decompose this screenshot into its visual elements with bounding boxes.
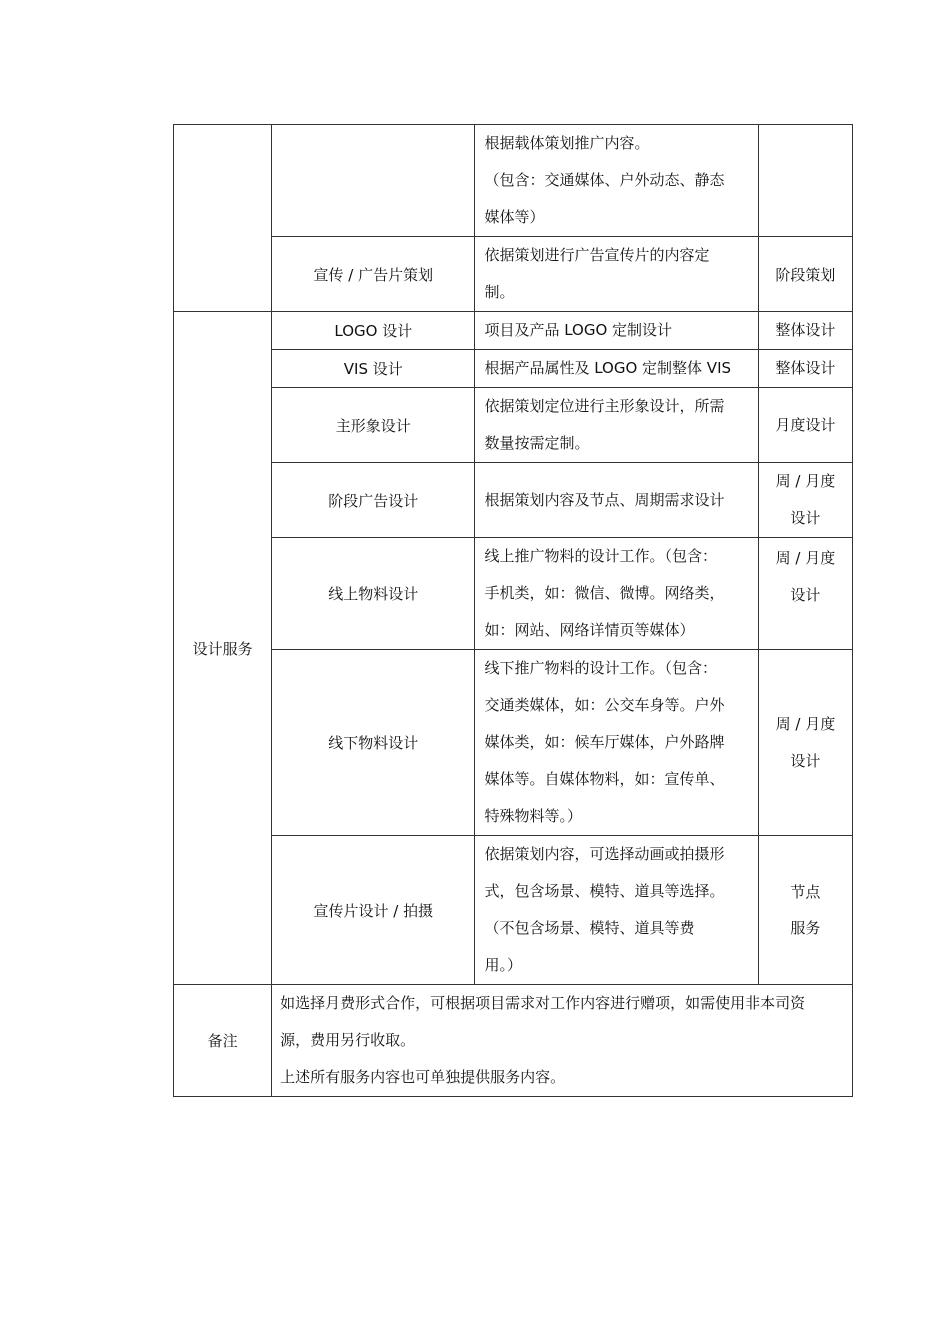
type-cell (758, 538, 852, 650)
description-cell (475, 350, 758, 388)
description-line: 项目及产品 LOGO 定制设计 (484, 321, 673, 339)
item-cell: 线上物料设计 (272, 538, 475, 650)
description-cell (475, 237, 758, 312)
description-cell (475, 388, 758, 463)
item-cell: 阶段广告设计 (272, 463, 475, 538)
description-line: 式，包含场景、模特、道具等选择。 (484, 882, 725, 900)
type-cell (758, 836, 852, 985)
description-line: （包含：交通媒体、户外动态、静态 (484, 171, 725, 189)
description-cell (475, 125, 758, 237)
type-line: 月度设计 (775, 415, 836, 434)
table-row (174, 836, 853, 985)
table-row (174, 985, 853, 1097)
table-row (174, 538, 853, 650)
description-line: 依据策划进行广告宣传片的内容定 (484, 246, 710, 264)
description-cell (475, 312, 758, 350)
description-line: 线上推广物料的设计工作。（包含： (484, 547, 717, 565)
item-cell: VIS 设计 (272, 350, 475, 388)
remarks-cell (272, 985, 853, 1097)
description-line: 数量按需定制。 (484, 434, 590, 452)
description-line: 根据策划内容及节点、周期需求设计 (484, 490, 725, 509)
description-line: 制。 (484, 283, 515, 301)
table-row (174, 388, 853, 463)
description-cell (475, 836, 758, 985)
type-line: 整体设计 (775, 359, 836, 377)
description-line: 媒体等） (484, 208, 545, 226)
description-line: （不包含场景、模特、道具等费 (484, 919, 695, 937)
description-line: 媒体类，如：候车厅媒体，户外路牌 (484, 733, 725, 751)
table-row (174, 237, 853, 312)
remarks-line: 源，费用另行收取。 (280, 1031, 416, 1049)
description-line: 特殊物料等。） (484, 807, 582, 825)
description-line: 依据策划定位进行主形象设计，所需 (484, 397, 725, 415)
description-line: 手机类，如：微信、微博。网络类， (484, 584, 725, 602)
description-cell (475, 650, 758, 836)
category-cell-empty (174, 125, 272, 312)
remarks-line: 上述所有服务内容也可单独提供服务内容。 (280, 1068, 566, 1086)
service-table (173, 124, 853, 1097)
table-row (174, 650, 853, 836)
type-line: 周 / 月度 (775, 549, 836, 567)
remarks-label: 备注 (174, 985, 272, 1097)
description-line: 根据产品属性及 LOGO 定制整体 VIS (484, 359, 732, 377)
table-row (174, 350, 853, 388)
description-line: 根据载体策划推广内容。 (484, 134, 650, 152)
item-cell: 主形象设计 (272, 388, 475, 463)
type-cell (758, 650, 852, 836)
item-cell: 宣传 / 广告片策划 (272, 237, 475, 312)
type-line: 周 / 月度 (775, 714, 836, 733)
item-cell-empty (272, 125, 475, 237)
item-cell: 线下物料设计 (272, 650, 475, 836)
table-row (174, 125, 853, 237)
type-cell-empty (758, 125, 852, 237)
description-line: 媒体等。自媒体物料，如：宣传单、 (484, 770, 725, 788)
type-line: 设计 (790, 586, 821, 604)
type-cell (758, 463, 852, 538)
type-line: 整体设计 (775, 321, 836, 339)
description-line: 如：网站、网络详情页等媒体） (484, 621, 695, 639)
type-cell (758, 350, 852, 388)
type-line: 服务 (790, 919, 821, 937)
type-cell: 阶段策划 (758, 237, 852, 312)
item-cell: LOGO 设计 (272, 312, 475, 350)
table-row (174, 312, 853, 350)
description-cell (475, 463, 758, 538)
type-line: 节点 (790, 883, 821, 901)
description-line: 用。） (484, 956, 522, 974)
description-cell (475, 538, 758, 650)
description-line: 线下推广物料的设计工作。（包含： (484, 659, 717, 677)
type-cell (758, 388, 852, 463)
type-line: 设计 (790, 509, 821, 527)
item-cell: 宣传片设计 / 拍摄 (272, 836, 475, 985)
description-line: 依据策划内容，可选择动画或拍摄形 (484, 845, 725, 863)
type-cell (758, 312, 852, 350)
description-line: 交通类媒体，如：公交车身等。户外 (484, 696, 725, 714)
remarks-line: 如选择月费形式合作，可根据项目需求对工作内容进行赠项，如需使用非本司资 (280, 994, 806, 1012)
type-line: 周 / 月度 (775, 472, 836, 490)
category-cell: 设计服务 (174, 312, 272, 985)
table-row (174, 463, 853, 538)
type-line: 设计 (790, 751, 821, 770)
